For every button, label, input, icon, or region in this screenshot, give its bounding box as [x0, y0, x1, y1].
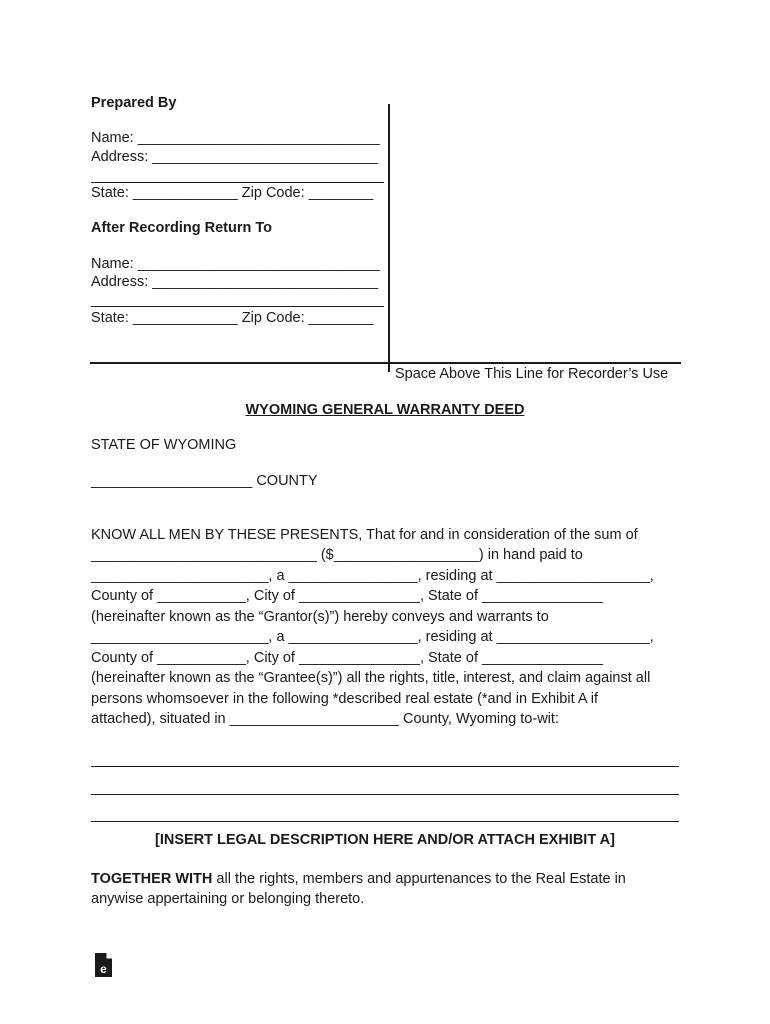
- prepared-state-zip-field[interactable]: State: _____________ Zip Code: ________: [91, 185, 374, 201]
- return-address-line: [91, 306, 384, 307]
- consideration-fields[interactable]: ____________________________ ($__________________) in hand paid to: [91, 547, 583, 563]
- legal-description-placeholder: [INSERT LEGAL DESCRIPTION HERE AND/OR ATTACH EXHIBIT A]: [155, 832, 615, 848]
- deed-title: WYOMING GENERAL WARRANTY DEED: [245, 402, 525, 418]
- svg-text:e: e: [100, 962, 107, 976]
- paragraph-line: persons whomsoever in the following *described real estate (*and in Exhibit A if: [91, 691, 598, 707]
- return-to-heading: After Recording Return To: [91, 220, 272, 236]
- prepared-address-field[interactable]: Address: ____________________________: [91, 149, 379, 165]
- situated-county-field[interactable]: attached), situated in _____________________ County, Wyoming to-wit:: [91, 711, 559, 727]
- grantee-name-fields[interactable]: ______________________, a ________________, residing at ___________________,: [91, 629, 654, 645]
- return-state-zip-field[interactable]: State: _____________ Zip Code: ________: [91, 310, 374, 326]
- prepared-name-field[interactable]: Name: ______________________________: [91, 130, 380, 146]
- grantee-location-fields[interactable]: County of ___________, City of _______________, State of _______________: [91, 650, 603, 666]
- paragraph-line: (hereinafter known as the “Grantee(s)”) all the rights, title, interest, and claim against all: [91, 670, 651, 686]
- paragraph-line: (hereinafter known as the “Grantor(s)”) hereby conveys and warrants to: [91, 609, 549, 625]
- prepared-address-line: [91, 182, 384, 183]
- together-with-text: all the rights, members and appurtenances to the Real Estate in: [212, 871, 626, 887]
- together-with-line: [91, 871, 626, 887]
- county-field[interactable]: ____________________ COUNTY: [91, 473, 318, 489]
- prepared-by-heading: Prepared By: [91, 95, 177, 111]
- legal-description-line[interactable]: [91, 766, 679, 767]
- state-line: STATE OF WYOMING: [91, 437, 237, 453]
- together-with-label: TOGETHER WITH: [91, 871, 213, 887]
- legal-description-line[interactable]: [91, 821, 679, 822]
- recorder-space-note: Space Above This Line for Recorder’s Use: [395, 366, 669, 382]
- grantor-name-fields[interactable]: ______________________, a ________________, residing at ___________________,: [91, 568, 654, 584]
- grantor-location-fields[interactable]: County of ___________, City of _______________, State of _______________: [91, 588, 603, 604]
- recorder-horizontal-divider: [90, 362, 681, 364]
- return-name-field[interactable]: Name: ______________________________: [91, 256, 380, 272]
- eforms-logo-icon: [93, 952, 113, 978]
- paragraph-line: KNOW ALL MEN BY THESE PRESENTS, That for and in consideration of the sum of: [91, 527, 638, 543]
- return-address-field[interactable]: Address: ____________________________: [91, 274, 379, 290]
- recorder-vertical-divider: [388, 104, 390, 372]
- legal-description-line[interactable]: [91, 794, 679, 795]
- together-with-line-2: anywise appertaining or belonging thereto.: [91, 891, 365, 907]
